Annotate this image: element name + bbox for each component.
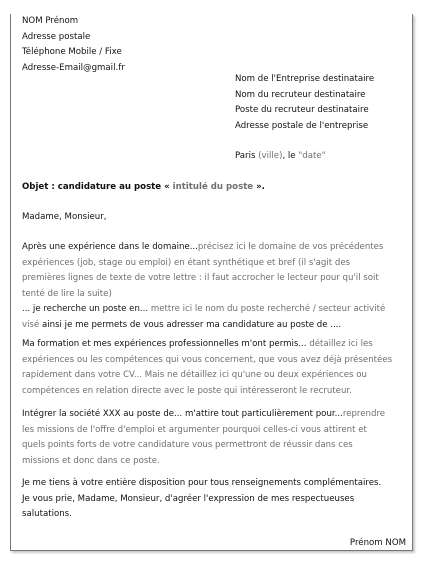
paragraph-experience [22,240,407,334]
sender-address: Adresse postale [22,31,91,42]
p2-hint: détaillez ici les [309,339,373,349]
p3-line-4: missions et donc dans ce poste. [22,455,160,466]
p2-text: Ma formation et mes expériences professionnelles m'ont permis... [22,339,310,349]
p1-line-1 [22,240,407,256]
objet-title: intitulé du poste [172,182,254,192]
p2-line-1 [22,337,407,353]
paragraph-formation [22,337,407,399]
p1-line-2: expériences (job, stage ou emploi) en étant synthétique et bref (il s'agit des [22,257,351,268]
p1-line-6 [22,318,407,334]
paragraph-closing [22,476,407,523]
sender-block [22,14,125,76]
p1-line-3: premières lignes de texte de votre lettre : il faut accrocher le lecteur pour qu'il soit [22,273,379,284]
recipient-block [235,72,374,134]
objet-line [22,180,265,196]
recipient-company: Nom de l'Entreprise destinataire [235,74,375,84]
letter-page [10,14,413,551]
sender-email: Adresse-Email@gmail.fr [22,62,125,73]
recipient-position: Poste du recruteur destinataire [235,105,369,116]
p1-hint: précisez ici le domaine de vos précédentes [197,242,384,252]
date-value: "date" [298,151,326,161]
p3-line-1 [22,407,407,423]
sender-name: NOM Prénom [22,16,79,26]
recipient-address: Adresse postale de l'entreprise [235,120,369,131]
date-line [235,149,326,165]
p2-line-4: compétences en relation directe avec le poste qui intéresseront le recruteur. [22,385,352,396]
objet-label: Objet : candidature au poste « [22,182,173,192]
p3-text: Intégrer la société XXX au poste de... m'attire tout particulièrement pour... [22,409,343,419]
p1-hint: mettre ici le nom du poste recherché / secteur activité [150,304,386,315]
p2-line-3: rapidement dans votre CV... Mais ne détaillez ici qu'une ou deux expériences ou [22,370,367,381]
p1-line-5 [22,302,407,318]
p1-text: Après une expérience dans le domaine... [22,242,198,252]
salutation: Madame, Monsieur, [22,212,107,222]
p4-line-2: Je vous prie, Madame, Monsieur, d'agréer l'expression de mes respectueuses [22,493,355,504]
objet-end: ». [253,182,265,192]
signature: Prénom NOM [349,538,406,548]
date-prefix: Paris [235,151,259,161]
p3-line-2: les missions de l'offre d'emploi et argumenter pourquoi celles-ci vous attirent et [22,424,367,435]
p4-line-1: Je me tiens à votre entière disposition pour tous renseignements complémentaires. [22,478,382,488]
p1-line-4: tenté de lire la suite) [22,288,112,299]
p1-hint: visé [22,319,42,330]
date-city: (ville) [258,151,283,161]
p3-line-3: quels points forts de votre candidature vous permettront de réussir dans ces [22,440,353,451]
recipient-recruiter: Nom du recruteur destinataire [235,89,366,100]
p3-hint: reprendre [342,409,386,419]
p4-line-3: salutations. [22,509,72,520]
date-mid: , le [282,151,299,161]
p1-text: ainsi je me permets de vous adresser ma candidature au poste de .... [41,319,342,330]
p2-line-2: expériences ou les compétences qui vous concernent, que vous avez déjà présentées [22,354,393,365]
p1-text: ... je recherche un poste en... [22,304,151,315]
sender-phone: Téléphone Mobile / Fixe [22,47,122,58]
paragraph-motivation [22,407,407,469]
